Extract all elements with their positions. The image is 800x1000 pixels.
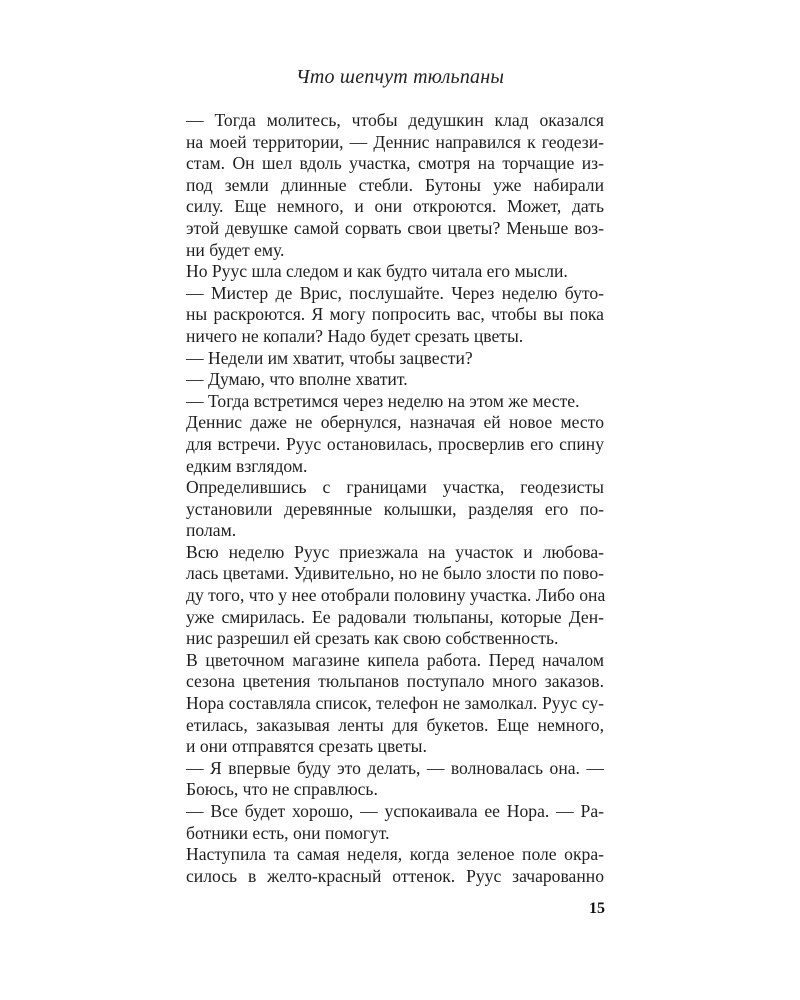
text-line: — Недели им хватит, чтобы зацвести?	[186, 347, 473, 368]
text-line: силось в желто-красный оттенок. Руус зачарованно	[186, 865, 604, 886]
text-line: — Тогда встретимся через неделю на этом же месте.	[186, 390, 580, 411]
body-text	[186, 110, 604, 887]
text-line: ны раскроются. Я могу попросить вас, чтобы вы пока	[186, 304, 604, 325]
text-line: ду того, что у нее отобрали половину участка. Либо она	[186, 585, 606, 606]
text-line: Всю неделю Руус приезжала на участок и любова-	[186, 541, 604, 562]
text-line: едким взглядом.	[186, 455, 308, 476]
text-line: стам. Он шел вдоль участка, смотря на торчащие из-	[186, 153, 604, 174]
page-number: 15	[589, 900, 605, 917]
text-line: сезона цветения тюльпанов поступало много заказов.	[186, 671, 604, 692]
text-line: Определившись с границами участка, геодезисты	[186, 477, 604, 498]
text-line: ботники есть, они помогут.	[186, 822, 390, 843]
text-line: под земли длинные стебли. Бутоны уже набирали	[186, 174, 604, 195]
text-line: для встречи. Руус остановилась, просверлив его спину	[186, 433, 604, 454]
text-line: лась цветами. Удивительно, но не было злости по пово-	[186, 563, 604, 584]
text-line: В цветочном магазине кипела работа. Перед началом	[186, 649, 604, 670]
text-line: уже смирилась. Ее радовали тюльпаны, которые Ден-	[186, 606, 604, 627]
text-line: етилась, заказывая ленты для букетов. Еще немного,	[186, 714, 604, 735]
text-line: Наступила та самая неделя, когда зеленое поле окра-	[186, 844, 604, 865]
text-line: — Мистер де Врис, послушайте. Через неделю буто-	[186, 282, 604, 303]
text-line: ни будет ему.	[186, 239, 285, 260]
text-line: Боюсь, что не справлюсь.	[186, 779, 378, 800]
text-line: силу. Еще немного, и они откроются. Может, дать	[186, 196, 604, 217]
text-line: ничего не копали? Надо будет срезать цветы.	[186, 325, 524, 346]
text-line: на моей территории, — Деннис направился к геодези-	[186, 131, 604, 152]
text-line: нис разрешил ей срезать как свою собственность.	[186, 628, 559, 649]
text-line: Но Руус шла следом и как будто читала его мысли.	[186, 261, 568, 282]
text-line: — Все будет хорошо, — успокаивала ее Нора. — Ра-	[186, 801, 604, 821]
text-line: Нора составляла список, телефон не замолкал. Руус су-	[186, 693, 604, 714]
running-head: Что шепчут тюльпаны	[295, 66, 505, 88]
text-line: — Тогда молитесь, чтобы дедушкин клад оказался	[186, 110, 604, 130]
text-line: полам.	[186, 520, 237, 541]
text-line: и они отправятся срезать цветы.	[186, 736, 427, 757]
text-line: этой девушке самой сорвать свои цветы? Меньше воз-	[186, 217, 604, 238]
text-line: установили деревянные колышки, разделяя его по-	[186, 498, 604, 519]
text-line: Деннис даже не обернулся, назначая ей новое место	[186, 412, 604, 433]
text-line: — Думаю, что вполне хватит.	[186, 369, 408, 390]
text-line: — Я впервые буду это делать, — волновалась она. —	[186, 757, 604, 778]
